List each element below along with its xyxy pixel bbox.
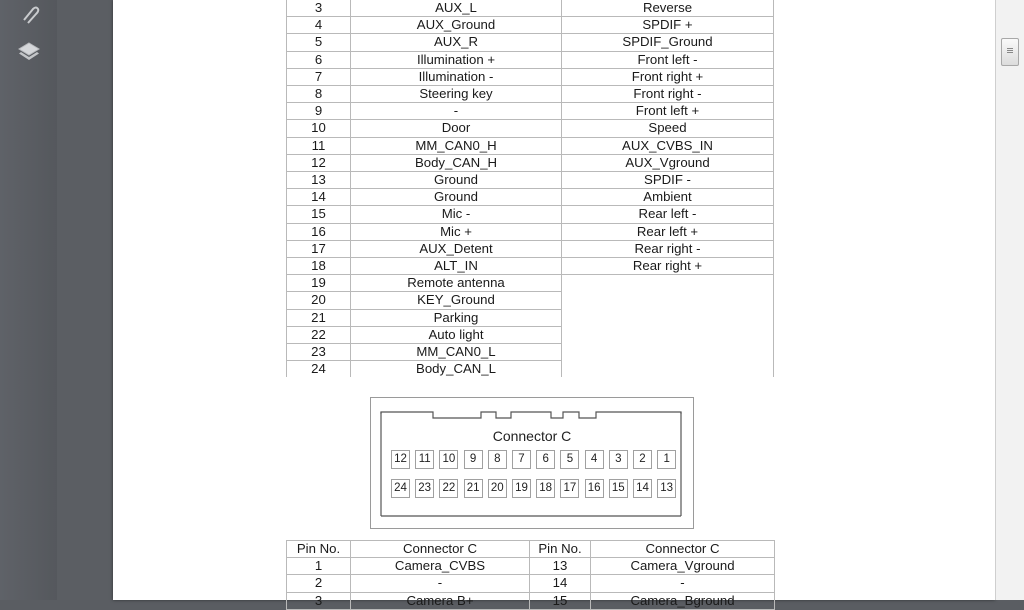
pin-signal-a: AUX_L — [351, 0, 562, 17]
table-row — [287, 68, 774, 85]
connector-pin: 1 — [657, 450, 676, 469]
table-row — [287, 575, 775, 592]
pin-signal-a: Parking — [351, 309, 562, 326]
pin-signal-b — [562, 326, 774, 343]
pin-signal-b — [562, 344, 774, 361]
pin-signal-b: Front right - — [562, 86, 774, 103]
pin-number: 14 — [287, 189, 351, 206]
connector-pin: 8 — [488, 450, 507, 469]
table-row — [287, 154, 774, 171]
pin-number: 2 — [287, 575, 351, 592]
header-connector-c: Connector C — [351, 541, 530, 558]
table-row — [287, 17, 774, 34]
connector-pin: 4 — [585, 450, 604, 469]
pin-signal-a: Ground — [351, 172, 562, 189]
pin-signal-b — [562, 275, 774, 292]
connector-pin: 24 — [391, 479, 410, 498]
pin-number: 1 — [287, 558, 351, 575]
pin-signal-b: Front left - — [562, 51, 774, 68]
pin-number: 6 — [287, 51, 351, 68]
table-row — [287, 137, 774, 154]
table-row — [287, 275, 774, 292]
connector-pin: 7 — [512, 450, 531, 469]
connector-pin: 9 — [464, 450, 483, 469]
pin-signal-b: Ambient — [562, 189, 774, 206]
pin-signal-a: AUX_R — [351, 34, 562, 51]
pin-signal-a: Remote antenna — [351, 275, 562, 292]
pin-number: 15 — [530, 592, 591, 609]
pin-signal: Camera_CVBS — [351, 558, 530, 575]
pin-signal-b: Front left + — [562, 103, 774, 120]
pin-signal-b — [562, 361, 774, 378]
connector-c-diagram — [370, 397, 694, 529]
pin-signal-a: ALT_IN — [351, 258, 562, 275]
pin-signal-b: AUX_CVBS_IN — [562, 137, 774, 154]
table-header-row — [287, 541, 775, 558]
pin-signal-a: Illumination - — [351, 68, 562, 85]
pin-number: 14 — [530, 575, 591, 592]
header-connector-c: Connector C — [591, 541, 775, 558]
table-row — [287, 189, 774, 206]
header-pin-no: Pin No. — [530, 541, 591, 558]
pin-signal-b: Rear right + — [562, 258, 774, 275]
pin-signal-a: Mic + — [351, 223, 562, 240]
pin-number: 24 — [287, 361, 351, 378]
connector-pin: 17 — [560, 479, 579, 498]
pin-signal-a: Body_CAN_L — [351, 361, 562, 378]
connector-pin: 10 — [439, 450, 458, 469]
connector-pin: 2 — [633, 450, 652, 469]
connector-pin: 11 — [415, 450, 434, 469]
pin-signal-b: Speed — [562, 120, 774, 137]
pin-table-top — [286, 0, 774, 377]
pin-number: 7 — [287, 68, 351, 85]
connector-pin: 13 — [657, 479, 676, 498]
pin-signal-a: Illumination + — [351, 51, 562, 68]
grip-icon — [1007, 48, 1013, 49]
connector-pin: 6 — [536, 450, 555, 469]
document-background — [57, 0, 113, 600]
table-row — [287, 172, 774, 189]
pin-signal-a: AUX_Detent — [351, 240, 562, 257]
pin-signal-a: Auto light — [351, 326, 562, 343]
pin-signal-a: MM_CAN0_H — [351, 137, 562, 154]
connector-pin: 16 — [585, 479, 604, 498]
pin-signal-b: AUX_Vground — [562, 154, 774, 171]
pin-signal-a: - — [351, 103, 562, 120]
pin-signal-b: SPDIF + — [562, 17, 774, 34]
connector-pin: 21 — [464, 479, 483, 498]
table-row — [287, 34, 774, 51]
pin-number: 8 — [287, 86, 351, 103]
table-row — [287, 326, 774, 343]
pin-signal-a: Mic - — [351, 206, 562, 223]
pin-signal-b — [562, 292, 774, 309]
connector-pin: 15 — [609, 479, 628, 498]
pin-number: 13 — [287, 172, 351, 189]
pin-signal-a: Body_CAN_H — [351, 154, 562, 171]
pin-signal: - — [351, 575, 530, 592]
pin-signal-b: Front right + — [562, 68, 774, 85]
pin-signal: Camera B+ — [351, 592, 530, 609]
table-row — [287, 51, 774, 68]
attachments-button[interactable] — [15, 0, 43, 28]
table-row — [287, 120, 774, 137]
pin-signal-b: SPDIF - — [562, 172, 774, 189]
pin-signal-a: Door — [351, 120, 562, 137]
table-row — [287, 206, 774, 223]
table-row — [287, 86, 774, 103]
pin-signal-a: AUX_Ground — [351, 17, 562, 34]
table-row — [287, 240, 774, 257]
pin-number: 9 — [287, 103, 351, 120]
pin-number: 23 — [287, 344, 351, 361]
pin-signal-b: Rear left - — [562, 206, 774, 223]
table-row — [287, 361, 774, 378]
connector-pin: 20 — [488, 479, 507, 498]
pin-number: 11 — [287, 137, 351, 154]
pin-signal-a: Steering key — [351, 86, 562, 103]
connector-pin: 3 — [609, 450, 628, 469]
pin-signal: Camera_Bground — [591, 592, 775, 609]
pin-signal-b — [562, 309, 774, 326]
pin-number: 10 — [287, 120, 351, 137]
table-row — [287, 103, 774, 120]
pin-number: 21 — [287, 309, 351, 326]
table-row — [287, 309, 774, 326]
table-row — [287, 223, 774, 240]
connector-pin: 18 — [536, 479, 555, 498]
connector-title: Connector C — [492, 428, 572, 444]
pin-signal-a: Ground — [351, 189, 562, 206]
pin-number: 15 — [287, 206, 351, 223]
paperclip-icon — [18, 3, 40, 25]
pin-signal-b: SPDIF_Ground — [562, 34, 774, 51]
pin-signal-a: MM_CAN0_L — [351, 344, 562, 361]
pin-number: 3 — [287, 0, 351, 17]
pin-number: 3 — [287, 592, 351, 609]
pin-number: 22 — [287, 326, 351, 343]
pin-number: 4 — [287, 17, 351, 34]
connector-pin: 19 — [512, 479, 531, 498]
connector-pin: 12 — [391, 450, 410, 469]
pin-signal: Camera_Vground — [591, 558, 775, 575]
left-tool-rail — [0, 0, 58, 600]
vertical-scrollbar[interactable] — [995, 0, 1024, 600]
connector-pin: 22 — [439, 479, 458, 498]
connector-pin: 23 — [415, 479, 434, 498]
pin-signal-b: Rear right - — [562, 240, 774, 257]
pin-signal-b: Rear left + — [562, 223, 774, 240]
pin-number: 17 — [287, 240, 351, 257]
pin-signal: - — [591, 575, 775, 592]
table-row — [287, 292, 774, 309]
table-row — [287, 344, 774, 361]
connector-pin: 5 — [560, 450, 579, 469]
table-row — [287, 592, 775, 609]
table-row — [287, 0, 774, 17]
pin-number: 20 — [287, 292, 351, 309]
pin-number: 19 — [287, 275, 351, 292]
table-row — [287, 558, 775, 575]
pin-signal-a: KEY_Ground — [351, 292, 562, 309]
pin-number: 18 — [287, 258, 351, 275]
layers-button[interactable] — [15, 38, 43, 66]
pin-number: 12 — [287, 154, 351, 171]
connector-pin: 14 — [633, 479, 652, 498]
pin-table-connector-c — [286, 540, 775, 610]
layers-icon — [17, 40, 41, 64]
pin-number: 5 — [287, 34, 351, 51]
pin-signal-b: Reverse — [562, 0, 774, 17]
pin-number: 13 — [530, 558, 591, 575]
scrollbar-thumb[interactable] — [1001, 38, 1019, 66]
header-pin-no: Pin No. — [287, 541, 351, 558]
pin-number: 16 — [287, 223, 351, 240]
table-row — [287, 258, 774, 275]
